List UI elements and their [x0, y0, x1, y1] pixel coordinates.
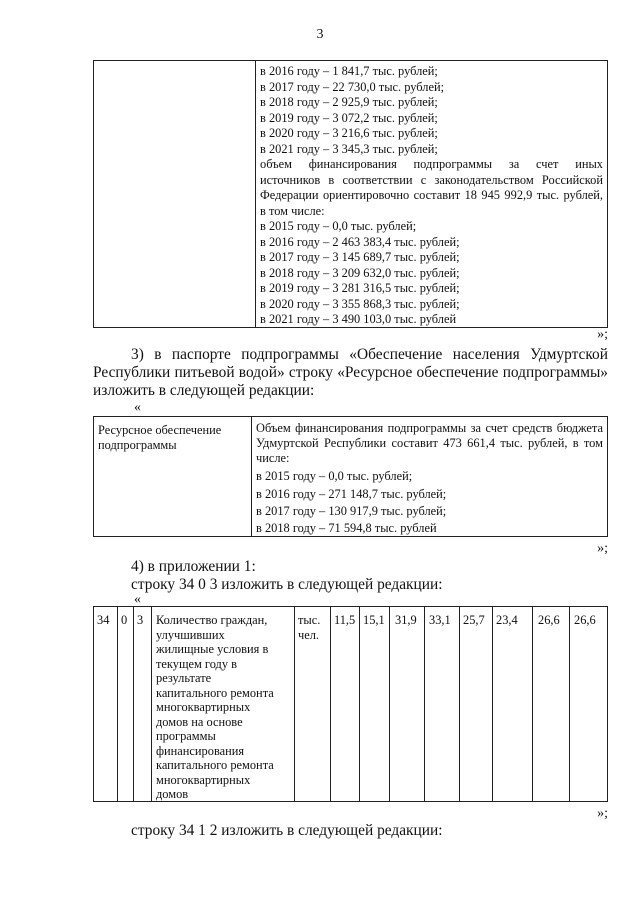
description-line: многоквартирных	[156, 772, 251, 787]
description-line: домов на основе	[156, 714, 243, 729]
opening-quote: «	[134, 400, 141, 415]
table-line: в 2019 году – 3 281 316,5 тыс. рублей;	[260, 281, 460, 295]
unit-cell	[298, 613, 320, 643]
column-divider	[117, 607, 118, 801]
value-cell: 25,7	[463, 613, 485, 627]
paragraph-item-3-line-3: изложить в следующей редакции:	[93, 382, 315, 399]
table-line: в 2020 году – 3 216,6 тыс. рублей;	[260, 126, 438, 140]
table-line: Удмуртской Республики составит 473 661,4 тыс. рублей, в том	[256, 436, 603, 450]
value-cell: 26,6	[574, 613, 596, 627]
value-cell: 26,6	[538, 613, 560, 627]
table-line: Объем финансирования подпрограммы за счет средств бюджета	[256, 421, 603, 435]
closing-quote: »;	[597, 541, 608, 556]
table-line: в 2017 году – 22 730,0 тыс. рублей;	[260, 79, 445, 94]
column-divider	[459, 607, 460, 801]
table-line: в 2016 году – 1 841,7 тыс. рублей;	[260, 64, 438, 78]
value-cell: 11,5	[334, 613, 356, 627]
value-cell: 31,9	[395, 613, 417, 627]
table-line: в 2018 году – 2 925,9 тыс. рублей;	[260, 95, 438, 109]
description-line: программы	[156, 729, 216, 743]
table-line: в 2018 году – 71 594,8 тыс. рублей	[256, 521, 437, 535]
table-line: источников в соответствии с законодательством Российской	[260, 172, 603, 187]
row-label-line: подпрограммы	[98, 438, 177, 452]
table-line: в 2016 году – 2 463 383,4 тыс. рублей;	[260, 234, 460, 249]
paragraph-item-3-line-1: 3) в паспорте подпрограммы «Обеспечение населения Удмуртской	[131, 346, 608, 363]
table-line: в том числе:	[260, 203, 325, 218]
code-cell: 0	[121, 613, 128, 627]
description-line: улучшивших	[156, 627, 225, 642]
column-divider	[133, 607, 134, 801]
closing-quote: »;	[597, 806, 608, 821]
table-line: в 2017 году – 130 917,9 тыс. рублей;	[256, 504, 447, 518]
page-number: 3	[316, 27, 324, 42]
description-line: текущем году в	[156, 656, 237, 671]
paragraph-item-4-line-2: строку 34 0 3 изложить в следующей редакции:	[131, 576, 443, 593]
column-divider	[251, 417, 252, 536]
code-cell: 34	[97, 613, 110, 627]
description-line: финансирования	[156, 743, 245, 758]
row-label	[98, 423, 221, 453]
unit-line: чел.	[298, 628, 320, 642]
value-cell: 23,4	[496, 613, 518, 627]
table-line: в 2017 году – 3 145 689,7 тыс. рублей;	[260, 250, 460, 264]
description-line: Количество граждан,	[156, 613, 268, 627]
table-line: в 2016 году – 271 148,7 тыс. рублей;	[256, 487, 447, 501]
column-divider	[330, 607, 331, 801]
table-line: в 2019 году – 3 072,2 тыс. рублей;	[260, 110, 438, 125]
table-line: Федерации ориентировочно составит 18 945 992,9 тыс. рублей,	[260, 188, 603, 202]
table-line: в 2020 году – 3 355 868,3 тыс. рублей;	[260, 296, 460, 311]
description-line: капитального ремонта	[156, 758, 274, 772]
column-divider	[255, 61, 256, 327]
column-divider	[294, 607, 295, 801]
column-divider	[569, 607, 570, 801]
table-line: объем финансирования подпрограммы за счет иных	[260, 157, 603, 171]
indicator-row-table	[93, 606, 608, 802]
value-cell: 15,1	[363, 613, 385, 627]
column-divider	[151, 607, 152, 801]
description-line: домов	[156, 787, 189, 801]
column-divider	[492, 607, 493, 801]
description-line: результате	[156, 671, 212, 685]
paragraph-item-3-line-2: Республики питьевой водой» строку «Ресурсное обеспечение подпрограммы»	[93, 364, 608, 381]
table-line: в 2021 году – 3 345,3 тыс. рублей;	[260, 141, 438, 156]
column-divider	[389, 607, 390, 801]
code-cell: 3	[137, 613, 144, 627]
column-divider	[424, 607, 425, 801]
table-line: в 2015 году – 0,0 тыс. рублей;	[256, 469, 413, 483]
paragraph-item-5: строку 34 1 2 изложить в следующей редакции:	[131, 822, 443, 839]
column-divider	[359, 607, 360, 801]
closing-quote: »;	[597, 327, 608, 342]
indicator-description	[156, 613, 286, 802]
paragraph-item-4-line-1: 4) в приложении 1:	[131, 558, 256, 575]
value-cell: 33,1	[429, 613, 451, 627]
table-line: числе:	[256, 451, 290, 465]
table-line: в 2021 году – 3 490 103,0 тыс. рублей	[260, 312, 457, 326]
description-line: многоквартирных	[156, 700, 251, 714]
description-line: капитального ремонта	[156, 685, 274, 700]
resource-table	[93, 416, 608, 537]
row-label-line: Ресурсное обеспечение	[98, 423, 222, 437]
column-divider	[532, 607, 533, 801]
table-line: в 2015 году – 0,0 тыс. рублей;	[260, 219, 417, 233]
description-line: жилищные условия в	[156, 642, 269, 656]
table-line: в 2018 году – 3 209 632,0 тыс. рублей;	[260, 265, 460, 280]
opening-quote: «	[134, 592, 141, 607]
funding-table-continued	[93, 60, 608, 328]
unit-line: тыс.	[298, 613, 321, 627]
